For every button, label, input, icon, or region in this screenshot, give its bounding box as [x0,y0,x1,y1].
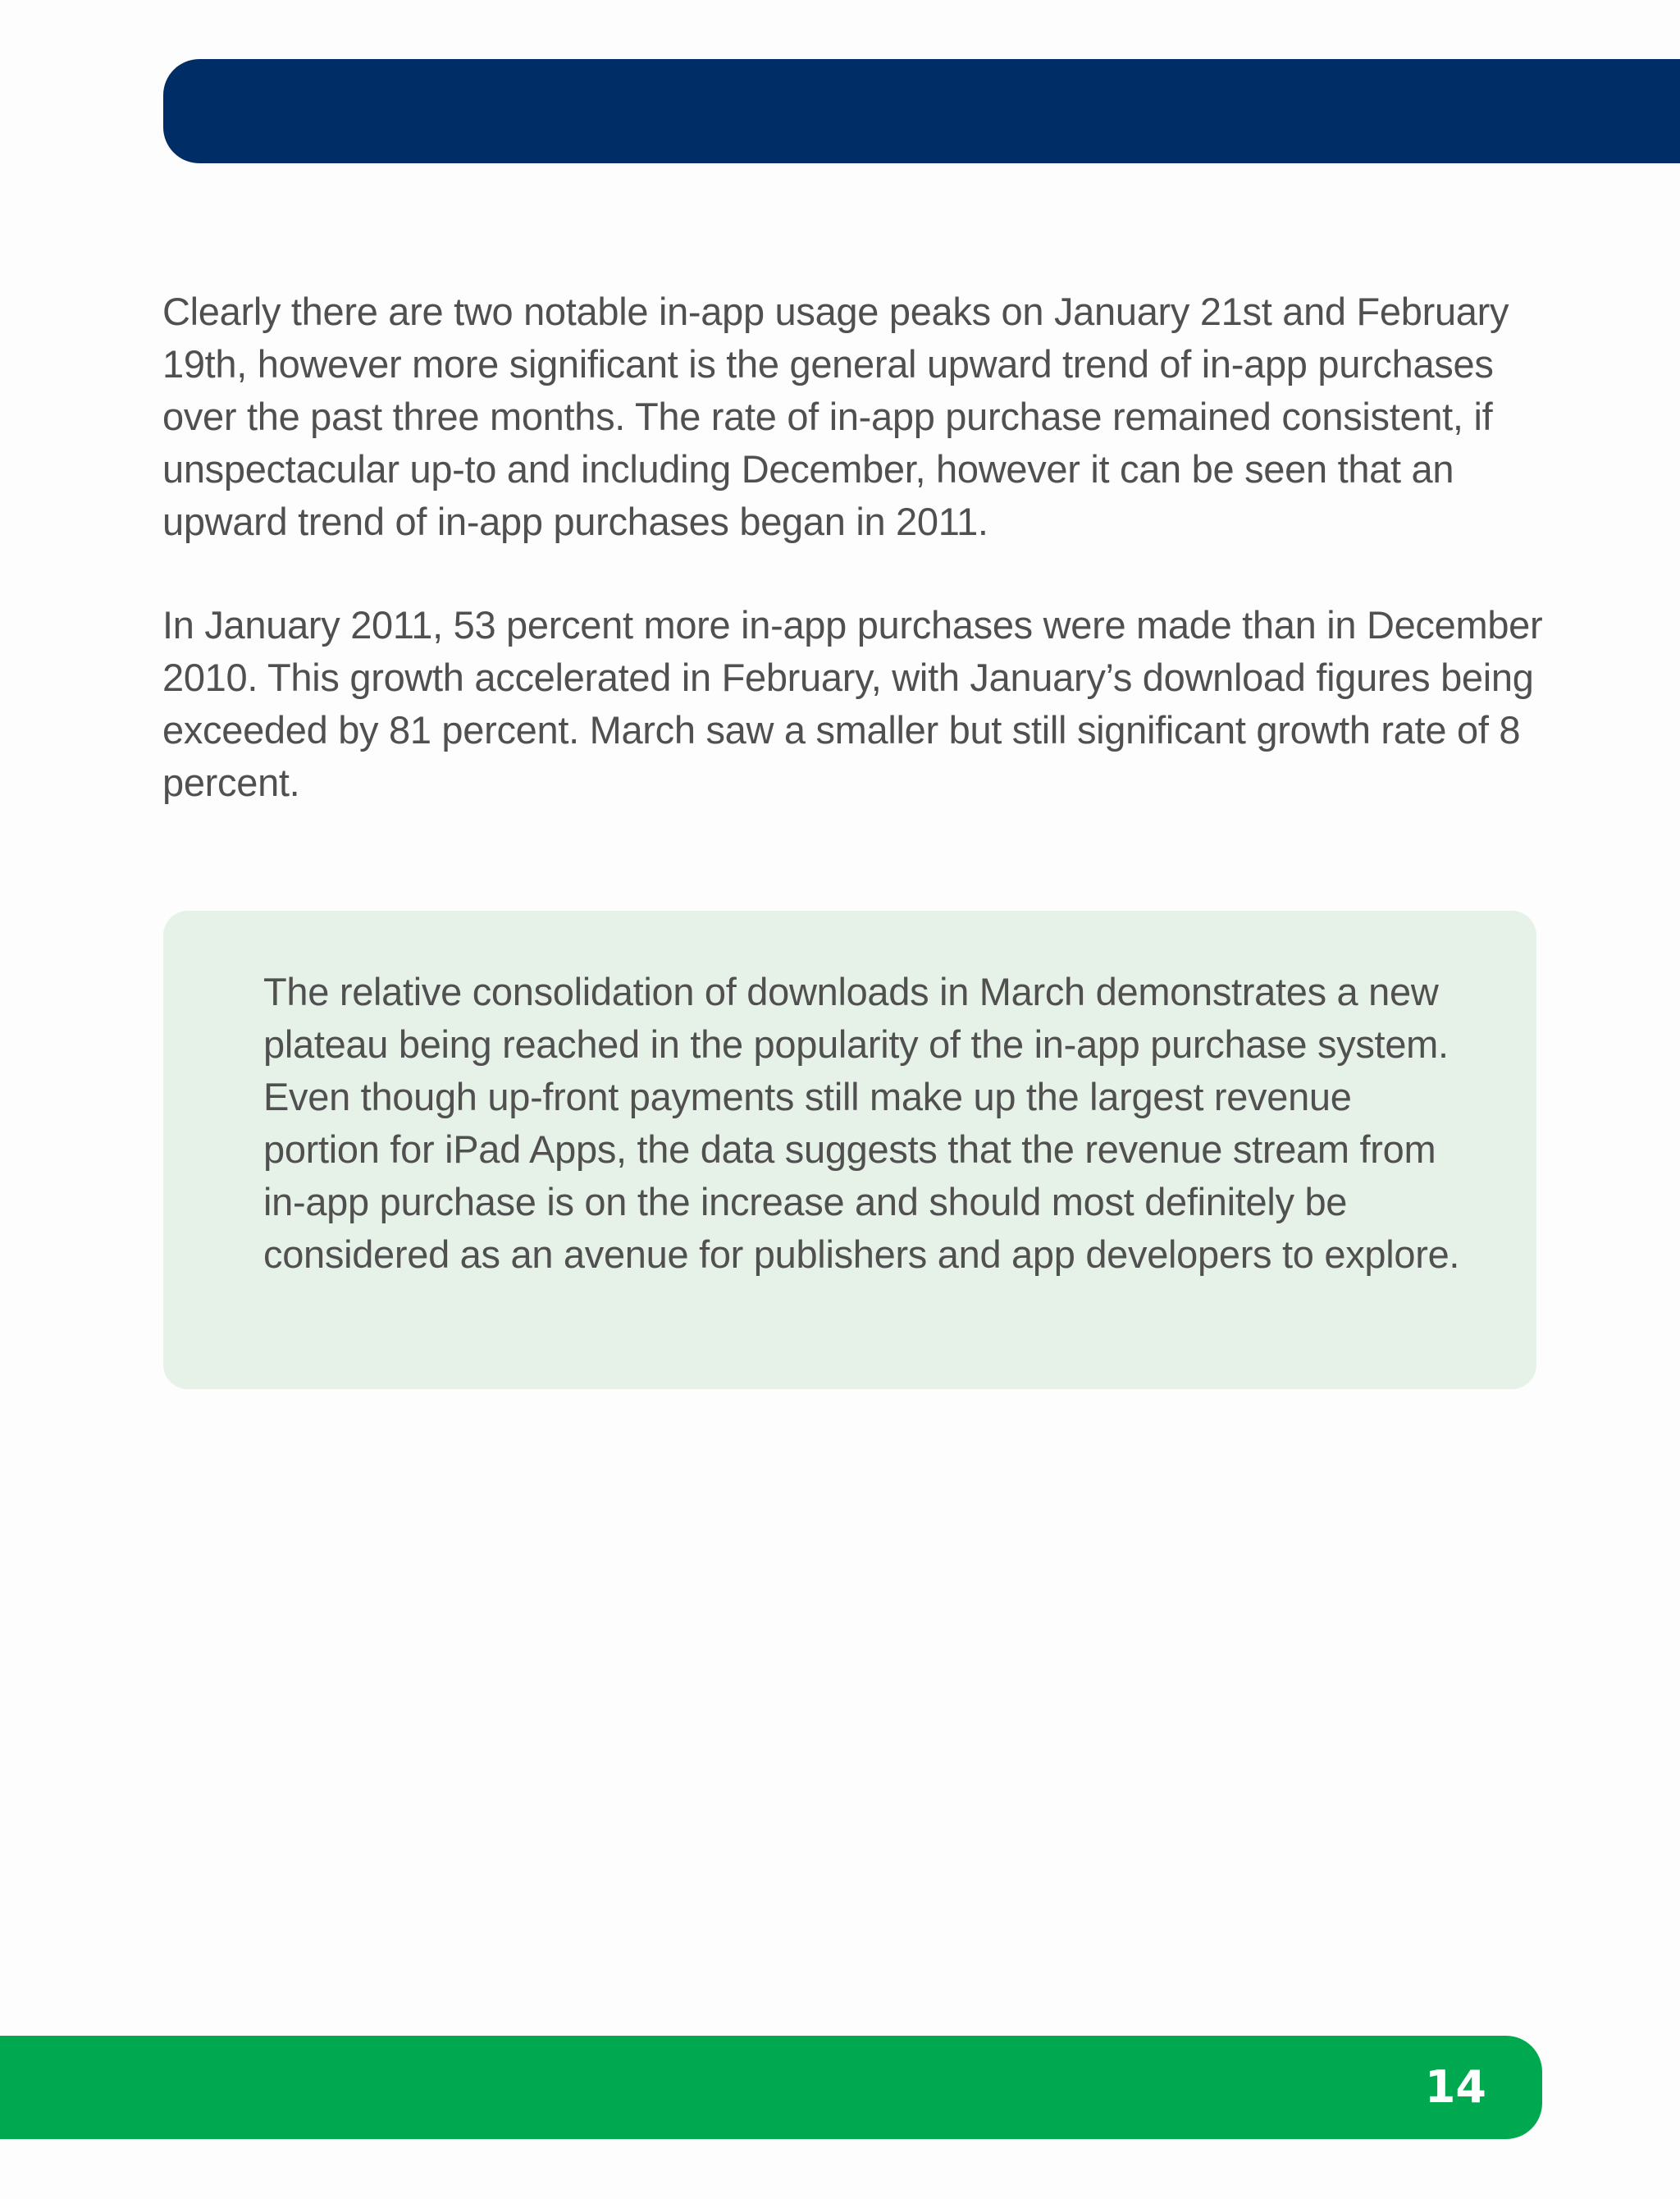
footer-band [0,2036,1542,2139]
header-band [163,59,1680,163]
body-paragraph-2: In January 2011, 53 percent more in-app purchases were made than in December 2010. This growth accelerated in February, with January’s download figures being exceeded by 81 percent. March saw a smaller but still significant growth rate of 8 percent. [162,603,1543,804]
page-number: 14 [1424,2061,1486,2113]
body-paragraph-1: Clearly there are two notable in-app usage peaks on January 21st and February 19th, however more significant is the general upward trend of in-app purchases over the past three months. The rate of in-app purchase remained consistent, if unspectacular up-to and including December, however it can be seen that an upward trend of in-app purchases began in 2011. [162,290,1509,543]
callout-box [163,911,1536,1389]
callout-text: The relative consolidation of downloads in March demonstrates a new plateau being reached in the popularity of the in-app purchase system. Even though up-front payments still make up the largest revenue portion for iPad Apps, the data suggests that the revenue stream from in-app purchase is on the increase and should most definitely be considered as an avenue for publishers and app developers to explore. [263,970,1460,1276]
